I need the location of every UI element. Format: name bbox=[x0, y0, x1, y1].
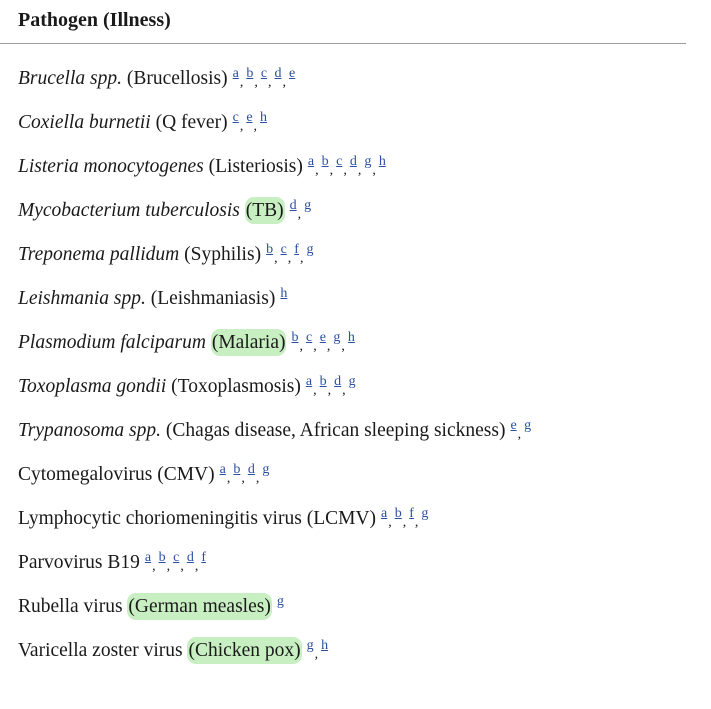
illness-name: (Brucellosis) bbox=[126, 68, 228, 89]
reference-link[interactable]: h bbox=[347, 330, 355, 345]
illness-name: (Toxoplasmosis) bbox=[171, 376, 301, 397]
table-row bbox=[0, 536, 711, 580]
illness-text: Listeriosis bbox=[215, 156, 297, 177]
reference-separator: , bbox=[315, 163, 319, 178]
illness-name: (Chagas disease, African sleeping sickness) bbox=[165, 420, 506, 441]
reference-separator: , bbox=[282, 75, 287, 90]
pathogen-name: Plasmodium falciparum bbox=[18, 332, 206, 353]
illness-name: (Listeriosis) bbox=[208, 156, 303, 177]
reference-link[interactable]: a bbox=[144, 550, 152, 565]
reference-link[interactable]: g bbox=[364, 154, 372, 169]
reference-links bbox=[145, 552, 206, 573]
reference-separator: , bbox=[342, 383, 346, 398]
reference-link[interactable]: c bbox=[305, 330, 313, 345]
table-row bbox=[0, 624, 711, 668]
table-header bbox=[0, 0, 686, 44]
reference-link[interactable]: d bbox=[289, 198, 297, 213]
reference-links bbox=[291, 332, 354, 353]
reference-separator: , bbox=[268, 75, 272, 90]
reference-links bbox=[381, 508, 428, 529]
reference-separator: , bbox=[314, 647, 319, 662]
table-row bbox=[0, 272, 711, 316]
reference-link[interactable]: e bbox=[319, 330, 326, 345]
table-row bbox=[0, 580, 711, 624]
illness-text: CMV bbox=[163, 464, 209, 485]
reference-link[interactable]: a bbox=[305, 374, 313, 389]
reference-link[interactable]: a bbox=[381, 506, 388, 521]
table-row bbox=[0, 184, 711, 228]
reference-links bbox=[233, 112, 267, 133]
reference-separator: , bbox=[299, 339, 303, 354]
reference-link[interactable]: f bbox=[409, 506, 414, 521]
pathogen-name: Trypanosoma spp. bbox=[18, 420, 162, 441]
reference-link[interactable]: d bbox=[349, 154, 357, 169]
reference-link[interactable]: b bbox=[321, 154, 329, 169]
illness-name: (LCMV) bbox=[306, 508, 377, 529]
pathogen-name: Listeria monocytogenes bbox=[18, 156, 204, 177]
reference-link[interactable]: g bbox=[306, 638, 314, 653]
pathogen-name: Lymphocytic choriomeningitis virus bbox=[18, 508, 302, 529]
pathogen-name: Mycobacterium tuberculosis bbox=[18, 200, 240, 221]
illness-name: (Q fever) bbox=[155, 112, 228, 133]
illness-text: Malaria bbox=[218, 332, 279, 353]
illness-name: (TB) bbox=[245, 197, 285, 224]
illness-text: Chicken pox bbox=[194, 640, 295, 661]
reference-link[interactable]: a bbox=[307, 154, 315, 169]
reference-separator: , bbox=[274, 251, 278, 266]
illness-text: German measles bbox=[134, 596, 265, 617]
reference-link[interactable]: h bbox=[321, 638, 329, 653]
table-row bbox=[0, 492, 711, 536]
reference-link[interactable]: d bbox=[274, 66, 282, 81]
reference-links bbox=[307, 640, 329, 661]
reference-separator: , bbox=[194, 559, 199, 574]
illness-text: Syphilis bbox=[190, 244, 255, 265]
reference-link[interactable]: g bbox=[524, 418, 532, 433]
reference-separator: , bbox=[239, 75, 244, 90]
reference-separator: , bbox=[343, 163, 347, 178]
reference-separator: , bbox=[166, 559, 171, 574]
reference-link[interactable]: e bbox=[289, 66, 296, 81]
table-row bbox=[0, 404, 711, 448]
reference-separator: , bbox=[152, 559, 156, 574]
reference-link[interactable]: e bbox=[246, 110, 253, 125]
reference-link[interactable]: h bbox=[280, 286, 288, 301]
reference-links bbox=[306, 376, 356, 397]
illness-name: (Syphilis) bbox=[184, 244, 262, 265]
pathogen-name: Parvovirus B19 bbox=[18, 552, 140, 573]
illness-text: Q fever bbox=[162, 112, 222, 133]
reference-separator: , bbox=[517, 427, 522, 442]
reference-links bbox=[290, 200, 312, 221]
table-row bbox=[0, 140, 711, 184]
illness-name: (CMV) bbox=[157, 464, 215, 485]
reference-link[interactable]: b bbox=[158, 550, 166, 565]
table-row bbox=[0, 316, 711, 360]
reference-link[interactable]: e bbox=[510, 418, 517, 433]
reference-link[interactable]: c bbox=[173, 550, 180, 565]
reference-separator: , bbox=[388, 515, 392, 530]
reference-separator: , bbox=[254, 75, 258, 90]
reference-separator: , bbox=[329, 163, 334, 178]
reference-link[interactable]: d bbox=[334, 374, 342, 389]
reference-separator: , bbox=[287, 251, 292, 266]
reference-link[interactable]: f bbox=[294, 242, 299, 257]
table-row bbox=[0, 96, 711, 140]
reference-links bbox=[220, 464, 270, 485]
reference-separator: , bbox=[239, 119, 244, 134]
reference-separator: , bbox=[253, 119, 258, 134]
reference-link[interactable]: b bbox=[266, 242, 274, 257]
pathogen-name: Toxoplasma gondii bbox=[18, 376, 167, 397]
reference-link[interactable]: c bbox=[336, 154, 343, 169]
pathogen-name: Rubella virus bbox=[18, 596, 123, 617]
reference-separator: , bbox=[372, 163, 376, 178]
illness-text: Brucellosis bbox=[133, 68, 222, 89]
reference-link[interactable]: g bbox=[304, 198, 312, 213]
reference-link[interactable]: g bbox=[306, 242, 314, 257]
reference-separator: , bbox=[313, 339, 317, 354]
reference-links bbox=[510, 420, 531, 441]
reference-separator: , bbox=[313, 383, 317, 398]
table-body bbox=[0, 52, 711, 668]
reference-link[interactable]: h bbox=[260, 110, 268, 125]
illness-name: (German measles) bbox=[127, 593, 271, 620]
pathogen-name: Treponema pallidum bbox=[18, 244, 180, 265]
pathogen-name: Leishmania spp. bbox=[18, 288, 146, 309]
reference-separator: , bbox=[326, 339, 331, 354]
reference-separator: , bbox=[180, 559, 184, 574]
reference-link[interactable]: b bbox=[233, 462, 241, 477]
reference-separator: , bbox=[357, 163, 362, 178]
illness-name: (Chicken pox) bbox=[187, 637, 301, 664]
reference-link[interactable]: g bbox=[421, 506, 429, 521]
table-row bbox=[0, 52, 711, 96]
reference-link[interactable]: g bbox=[333, 330, 341, 345]
reference-separator: , bbox=[299, 251, 304, 266]
reference-link[interactable]: h bbox=[378, 154, 386, 169]
reference-separator: , bbox=[255, 471, 260, 486]
reference-separator: , bbox=[241, 471, 245, 486]
reference-link[interactable]: d bbox=[247, 462, 255, 477]
reference-link[interactable]: b bbox=[319, 374, 327, 389]
reference-link[interactable]: g bbox=[262, 462, 270, 477]
reference-links bbox=[277, 596, 284, 617]
reference-separator: , bbox=[327, 383, 332, 398]
table-row bbox=[0, 448, 711, 492]
header-pathogen-illness: Pathogen (Illness) bbox=[18, 9, 171, 31]
illness-text: Chagas disease, African sleeping sickness bbox=[172, 420, 499, 441]
reference-separator: , bbox=[414, 515, 419, 530]
pathogen-name: Cytomegalovirus bbox=[18, 464, 153, 485]
illness-text: TB bbox=[252, 200, 278, 221]
reference-links bbox=[280, 288, 287, 309]
pathogen-name: Brucella spp. bbox=[18, 68, 122, 89]
reference-link[interactable]: c bbox=[260, 66, 268, 81]
reference-links bbox=[233, 68, 296, 89]
reference-link[interactable]: a bbox=[219, 462, 226, 477]
reference-link[interactable]: g bbox=[348, 374, 356, 389]
reference-links bbox=[308, 156, 386, 177]
illness-name: (Leishmaniasis) bbox=[150, 288, 276, 309]
illness-text: LCMV bbox=[313, 508, 370, 529]
reference-link[interactable]: c bbox=[280, 242, 287, 257]
pathogen-name: Varicella zoster virus bbox=[18, 640, 183, 661]
reference-link[interactable]: b bbox=[291, 330, 299, 345]
reference-link[interactable]: a bbox=[232, 66, 239, 81]
pathogen-name: Coxiella burnetii bbox=[18, 112, 151, 133]
reference-links bbox=[266, 244, 313, 265]
reference-separator: , bbox=[402, 515, 407, 530]
reference-separator: , bbox=[341, 339, 345, 354]
illness-text: Toxoplasmosis bbox=[177, 376, 295, 397]
reference-separator: , bbox=[226, 471, 231, 486]
reference-link[interactable]: c bbox=[232, 110, 239, 125]
reference-link[interactable]: f bbox=[201, 550, 206, 565]
reference-link[interactable]: d bbox=[186, 550, 194, 565]
reference-link[interactable]: b bbox=[246, 66, 254, 81]
table-row bbox=[0, 228, 711, 272]
reference-link[interactable]: g bbox=[276, 594, 284, 609]
illness-text: Leishmaniasis bbox=[157, 288, 269, 309]
table-row bbox=[0, 360, 711, 404]
reference-link[interactable]: b bbox=[394, 506, 402, 521]
illness-name: (Malaria) bbox=[211, 329, 287, 356]
reference-separator: , bbox=[297, 207, 302, 222]
